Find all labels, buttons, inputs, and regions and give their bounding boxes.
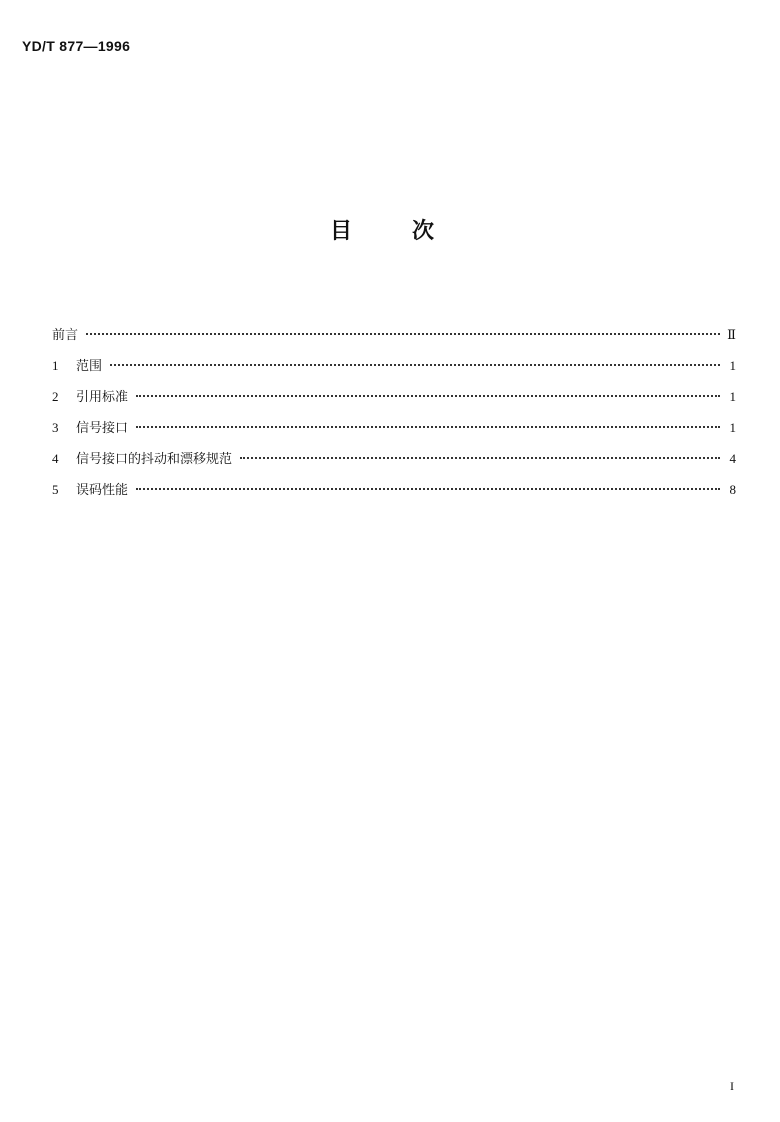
toc-entry-number: 1	[52, 358, 59, 373]
title-char-2: 次	[412, 219, 435, 244]
toc-entry-3[interactable]	[52, 417, 736, 448]
table-of-contents	[52, 324, 736, 510]
page-number: I	[730, 1079, 734, 1093]
toc-entry-page: 1	[729, 389, 736, 404]
toc-dot-leader	[86, 333, 720, 335]
toc-dot-leader	[136, 426, 720, 428]
document-code: YD/T 877—1996	[22, 38, 131, 54]
toc-entry-label: 误码性能	[76, 483, 129, 498]
toc-dot-leader	[110, 364, 720, 366]
toc-dot-leader	[240, 457, 720, 459]
toc-entry-number: 5	[52, 482, 59, 497]
toc-entry-5[interactable]	[52, 479, 736, 510]
toc-dot-leader	[136, 395, 720, 397]
toc-entry-label: 信号接口的抖动和漂移规范	[76, 452, 233, 467]
toc-entry-foreword[interactable]	[52, 324, 736, 355]
toc-entry-number: 3	[52, 420, 59, 435]
title-char-1: 目	[330, 219, 353, 244]
toc-entry-label: 前言	[52, 328, 79, 343]
toc-entry-number: 2	[52, 389, 59, 404]
toc-entry-number: 4	[52, 451, 59, 466]
toc-entry-page: Ⅱ	[727, 327, 736, 342]
toc-entry-page: 1	[729, 420, 736, 435]
toc-entry-label: 范围	[76, 359, 103, 374]
page-title	[0, 214, 780, 244]
toc-entry-page: 4	[729, 451, 736, 466]
toc-entry-page: 1	[729, 358, 736, 373]
toc-entry-page: 8	[729, 482, 736, 497]
toc-entry-label: 信号接口	[76, 421, 129, 436]
toc-entry-2[interactable]	[52, 386, 736, 417]
toc-entry-label: 引用标准	[76, 390, 129, 405]
toc-dot-leader	[136, 488, 720, 490]
toc-entry-1[interactable]	[52, 355, 736, 386]
toc-entry-4[interactable]	[52, 448, 736, 479]
